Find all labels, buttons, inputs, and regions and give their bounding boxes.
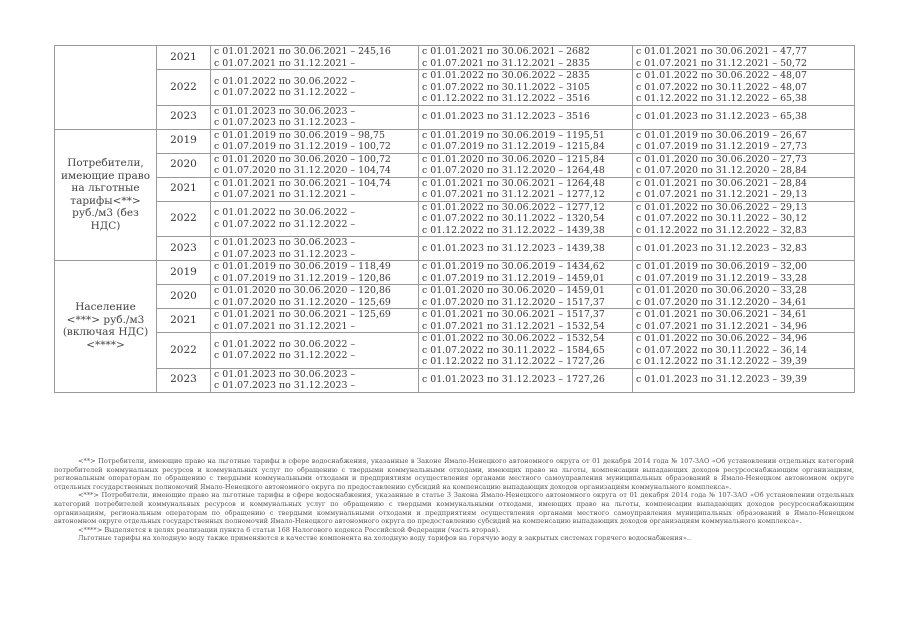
- tariff-cell-col2: [419, 129, 633, 153]
- tariff-period-line: с 01.07.2022 по 31.12.2022 –: [214, 350, 356, 362]
- tariff-cell-col2: [419, 368, 633, 392]
- tariff-cell-col1: [211, 237, 419, 261]
- tariff-cell-col2: [419, 105, 633, 129]
- year-cell: 2020: [157, 285, 211, 309]
- year-cell: 2022: [157, 333, 211, 369]
- tariff-cell-col3: [633, 177, 855, 201]
- tariff-period-line: с 01.07.2022 по 31.12.2022 –: [214, 87, 356, 99]
- year-cell: 2021: [157, 46, 211, 70]
- tariff-cell-col3: [633, 153, 855, 177]
- tariff-period-line: с 01.07.2022 по 30.11.2022 – 48,07: [636, 81, 807, 93]
- tariff-cell-col1: [211, 285, 419, 309]
- table-row: [55, 261, 855, 285]
- tariff-cell-col1: [211, 261, 419, 285]
- tariff-cell-col3: [633, 309, 855, 333]
- tariff-period-line: с 01.01.2022 по 30.06.2022 – 1277,12: [422, 201, 605, 213]
- tariff-period-line: с 01.07.2019 по 31.12.2019 – 1459,01: [422, 272, 605, 284]
- tariff-period-line: с 01.12.2022 по 31.12.2022 – 1727,26: [422, 356, 605, 367]
- tariff-period-line: с 01.01.2021 по 30.06.2021 – 245,16: [214, 46, 391, 57]
- tariff-period-line: с 01.01.2022 по 30.06.2022 – 34,96: [636, 333, 807, 344]
- tariff-period-line: с 01.07.2021 по 31.12.2021 –: [214, 189, 356, 200]
- tariff-period-line: с 01.01.2020 по 30.06.2020 – 27,73: [636, 153, 807, 165]
- tariff-cell-col3: [633, 285, 855, 309]
- tariff-period-line: с 01.01.2023 по 31.12.2023 – 65,38: [636, 111, 807, 123]
- tariff-period-line: с 01.07.2019 по 31.12.2019 – 33,28: [636, 272, 807, 284]
- tariff-period-line: с 01.01.2021 по 30.06.2021 – 1264,48: [422, 177, 605, 189]
- tariff-cell-col3: [633, 261, 855, 285]
- table-row: [55, 105, 855, 129]
- tariff-cell-col3: [633, 105, 855, 129]
- tariff-period-line: с 01.07.2022 по 31.12.2022 –: [214, 218, 356, 230]
- tariff-period-line: с 01.07.2020 по 31.12.2020 – 125,69: [214, 296, 391, 308]
- tariff-cell-col3: [633, 46, 855, 70]
- tariff-period-line: с 01.01.2019 по 30.06.2019 – 98,75: [214, 129, 385, 141]
- footnote-paragraph: <**> Потребители, имеющие право на льготные тарифы в сфере водоснабжения, указанные в Законе Ямало-Ненецкого автономного округа от 01 декабря 2014 года № 107-ЗАО «Об установлении отдельных категорий потребителей коммунальных ресурсов и коммунальных услуг по обращению с твердыми коммунальными отходами, имеющих право на льготы, компенсации выпадающих доходов ресурсоснабжающим организациям, региональным операторам по обращению с твердыми коммунальными отходами и предприятиям осуществления органами местного самоуправления муниципальных образований в Ямало-Ненецком автономном округе отдельных государственных полномочий Ямало-Ненецкого автономного округа по предоставлению субсидий на компенсацию выпадающих доходов организациям коммунального комплекса».: [54, 457, 854, 491]
- year-cell: 2020: [157, 153, 211, 177]
- year-cell: 2022: [157, 70, 211, 106]
- table-row: [55, 285, 855, 309]
- tariff-document: [54, 45, 854, 393]
- tariff-period-line: с 01.01.2022 по 30.06.2022 – 48,07: [636, 70, 807, 81]
- table-row: [55, 201, 855, 237]
- tariff-cell-col2: [419, 46, 633, 70]
- tariff-period-line: с 01.07.2019 по 31.12.2019 – 120,86: [214, 272, 391, 284]
- table-row: [55, 70, 855, 106]
- tariff-cell-col1: [211, 309, 419, 333]
- tariff-period-line: с 01.01.2020 по 30.06.2020 – 100,72: [214, 153, 391, 165]
- tariff-cell-col2: [419, 285, 633, 309]
- year-cell: 2019: [157, 261, 211, 285]
- tariff-period-line: с 01.07.2021 по 31.12.2021 – 50,72: [636, 57, 807, 69]
- tariff-period-line: с 01.01.2020 по 30.06.2020 – 1215,84: [422, 153, 605, 165]
- table-row: [55, 237, 855, 261]
- tariff-period-line: с 01.01.2020 по 30.06.2020 – 1459,01: [422, 285, 605, 296]
- tariff-cell-col1: [211, 153, 419, 177]
- tariff-cell-col1: [211, 201, 419, 237]
- tariff-cell-col2: [419, 333, 633, 369]
- tariff-period-line: с 01.12.2022 по 31.12.2022 – 3516: [422, 93, 590, 104]
- table-row: [55, 129, 855, 153]
- tariff-cell-col3: [633, 129, 855, 153]
- tariff-cell-col2: [419, 153, 633, 177]
- tariff-period-line: с 01.01.2022 по 30.06.2022 – 2835: [422, 70, 590, 81]
- tariff-cell-col1: [211, 46, 419, 70]
- tariff-period-line: с 01.01.2020 по 30.06.2020 – 120,86: [214, 285, 391, 296]
- tariff-period-line: с 01.01.2022 по 30.06.2022 –: [214, 75, 356, 87]
- tariff-period-line: с 01.07.2020 по 31.12.2020 – 28,84: [636, 165, 807, 176]
- tariff-period-line: с 01.01.2019 по 30.06.2019 – 118,49: [214, 261, 391, 272]
- year-cell: 2023: [157, 237, 211, 261]
- tariff-cell-col2: [419, 237, 633, 261]
- tariff-cell-col3: [633, 333, 855, 369]
- tariff-period-line: с 01.01.2023 по 30.06.2023 –: [214, 368, 356, 380]
- tariff-period-line: с 01.07.2021 по 31.12.2021 – 2835: [422, 57, 590, 69]
- tariff-cell-col2: [419, 70, 633, 106]
- tariff-period-line: с 01.01.2020 по 30.06.2020 – 33,28: [636, 285, 807, 296]
- tariff-cell-col1: [211, 129, 419, 153]
- tariff-period-line: с 01.01.2019 по 30.06.2019 – 1195,51: [422, 129, 605, 141]
- tariff-period-line: с 01.07.2019 по 31.12.2019 – 100,72: [214, 141, 391, 152]
- tariff-cell-col3: [633, 201, 855, 237]
- table-row: [55, 368, 855, 392]
- tariff-cell-col1: [211, 105, 419, 129]
- tariff-period-line: с 01.01.2023 по 31.12.2023 – 1727,26: [422, 374, 605, 386]
- tariff-period-line: с 01.01.2023 по 31.12.2023 – 32,83: [636, 242, 807, 254]
- tariff-cell-col2: [419, 201, 633, 237]
- table-row: [55, 309, 855, 333]
- year-cell: 2021: [157, 177, 211, 201]
- footnote-paragraph: <****> Выделяется в целях реализации пункта 6 статьи 168 Налогового кодекса Российской Федерации (часть вторая).: [78, 525, 501, 534]
- tariff-cell-col3: [633, 368, 855, 392]
- tariff-period-line: с 01.07.2023 по 31.12.2023 –: [214, 248, 356, 260]
- tariff-period-line: с 01.01.2023 по 30.06.2023 –: [214, 105, 356, 117]
- tariff-period-line: с 01.12.2022 по 31.12.2022 – 32,83: [636, 224, 807, 236]
- tariff-cell-col2: [419, 177, 633, 201]
- tariff-period-line: с 01.07.2022 по 30.11.2022 – 36,14: [636, 344, 807, 356]
- table-row: [55, 177, 855, 201]
- consumer-group-label: Потребители, имеющие право на льготные тарифы<**> руб./м3 (без НДС): [55, 129, 157, 261]
- tariff-period-line: с 01.01.2021 по 30.06.2021 – 104,74: [214, 177, 391, 189]
- tariff-period-line: с 01.01.2019 по 30.06.2019 – 32,00: [636, 261, 807, 272]
- tariff-period-line: с 01.07.2022 по 30.11.2022 – 3105: [422, 81, 590, 93]
- tariff-period-line: с 01.01.2023 по 31.12.2023 – 3516: [422, 111, 590, 123]
- tariff-period-line: с 01.01.2021 по 30.06.2021 – 28,84: [636, 177, 807, 189]
- tariff-period-line: с 01.07.2021 по 31.12.2021 – 1277,12: [422, 189, 605, 200]
- tariff-period-line: с 01.07.2020 по 31.12.2020 – 34,61: [636, 296, 807, 308]
- tariff-period-line: с 01.12.2022 по 31.12.2022 – 65,38: [636, 93, 807, 104]
- tariff-period-line: с 01.07.2023 по 31.12.2023 –: [214, 117, 356, 128]
- tariff-period-line: с 01.01.2022 по 30.06.2022 – 1532,54: [422, 333, 605, 344]
- tariff-cell-col1: [211, 333, 419, 369]
- tariff-cell-col2: [419, 261, 633, 285]
- tariff-period-line: с 01.07.2019 по 31.12.2019 – 27,73: [636, 141, 807, 152]
- tariff-period-line: с 01.01.2023 по 31.12.2023 – 39,39: [636, 374, 807, 386]
- tariff-period-line: с 01.01.2021 по 30.06.2021 – 47,77: [636, 46, 807, 57]
- tariff-period-line: с 01.01.2019 по 30.06.2019 – 26,67: [636, 129, 807, 141]
- year-cell: 2023: [157, 105, 211, 129]
- tariff-cell-col1: [211, 177, 419, 201]
- year-cell: 2023: [157, 368, 211, 392]
- footnote-paragraph: <***> Потребители, имеющие право на льготные тарифы в сфере водоснабжения, указанные в статье 3 Закона Ямало-Ненецкого автономного округа от 01 декабря 2014 года № 107-ЗАО «Об установлении отдельных категорий потребителей коммунальных ресурсов и коммунальных услуг по обращению с твердыми коммунальными отходами, имеющих право на льготы, компенсации выпадающих доходов ресурсоснабжающим организациям, региональным операторам по обращению с твердыми коммунальными отходами и предприятиям осуществления органами местного самоуправления муниципальных образований в Ямало-Ненецком автономном округе отдельных государственных полномочий Ямало-Ненецкого автономного округа по предоставлению субсидий на компенсацию выпадающих доходов организациям коммунального комплекса».: [54, 491, 854, 526]
- consumer-group-label: Население <***> руб./м3 (включая НДС) <****>: [55, 261, 157, 393]
- tariff-cell-col2: [419, 309, 633, 333]
- tariff-period-line: с 01.07.2021 по 31.12.2021 –: [214, 57, 356, 69]
- tariff-period-line: с 01.01.2023 по 31.12.2023 – 1439,38: [422, 242, 605, 254]
- tariff-period-line: с 01.07.2021 по 31.12.2021 – 34,96: [636, 320, 807, 332]
- year-cell: 2022: [157, 201, 211, 237]
- tariff-period-line: с 01.07.2022 по 30.11.2022 – 1320,54: [422, 213, 605, 224]
- year-cell: 2019: [157, 129, 211, 153]
- tariff-table: [54, 45, 855, 393]
- footnote-paragraph: Льготные тарифы на холодную воду также применяются в качестве компонента на холодную воду тарифов на горячую воду в закрытых системах горячего водоснабжения»..: [78, 534, 692, 543]
- tariff-period-line: с 01.07.2019 по 31.12.2019 – 1215,84: [422, 141, 605, 152]
- tariff-cell-col1: [211, 368, 419, 392]
- tariff-period-line: с 01.01.2022 по 30.06.2022 – 29,13: [636, 201, 807, 213]
- consumer-group-label: [55, 46, 157, 130]
- tariff-period-line: с 01.12.2022 по 31.12.2022 – 39,39: [636, 356, 807, 367]
- tariff-period-line: с 01.07.2022 по 30.11.2022 – 30,12: [636, 213, 807, 224]
- tariff-cell-col3: [633, 70, 855, 106]
- table-row: [55, 333, 855, 369]
- table-row: [55, 46, 855, 70]
- tariff-period-line: с 01.07.2021 по 31.12.2021 – 1532,54: [422, 320, 605, 332]
- footnotes: [54, 457, 854, 543]
- tariff-period-line: с 01.07.2020 по 31.12.2020 – 104,74: [214, 165, 391, 176]
- tariff-period-line: с 01.01.2022 по 30.06.2022 –: [214, 338, 356, 350]
- tariff-cell-col3: [633, 237, 855, 261]
- tariff-period-line: с 01.01.2019 по 30.06.2019 – 1434,62: [422, 261, 605, 272]
- tariff-period-line: с 01.01.2021 по 30.06.2021 – 2682: [422, 46, 590, 57]
- tariff-period-line: с 01.07.2022 по 30.11.2022 – 1584,65: [422, 344, 605, 356]
- year-cell: 2021: [157, 309, 211, 333]
- tariff-period-line: с 01.12.2022 по 31.12.2022 – 1439,38: [422, 224, 605, 236]
- tariff-period-line: с 01.07.2020 по 31.12.2020 – 1517,37: [422, 296, 605, 308]
- tariff-period-line: с 01.07.2021 по 31.12.2021 –: [214, 320, 356, 332]
- tariff-period-line: с 01.01.2021 по 30.06.2021 – 1517,37: [422, 309, 605, 320]
- table-row: [55, 153, 855, 177]
- tariff-period-line: с 01.01.2023 по 30.06.2023 –: [214, 237, 356, 248]
- tariff-period-line: с 01.07.2023 по 31.12.2023 –: [214, 380, 356, 391]
- tariff-period-line: с 01.07.2021 по 31.12.2021 – 29,13: [636, 189, 807, 200]
- tariff-period-line: с 01.01.2022 по 30.06.2022 –: [214, 207, 356, 219]
- tariff-cell-col1: [211, 70, 419, 106]
- tariff-period-line: с 01.01.2021 по 30.06.2021 – 125,69: [214, 309, 391, 320]
- tariff-period-line: с 01.01.2021 по 30.06.2021 – 34,61: [636, 309, 807, 320]
- tariff-period-line: с 01.07.2020 по 31.12.2020 – 1264,48: [422, 165, 605, 176]
